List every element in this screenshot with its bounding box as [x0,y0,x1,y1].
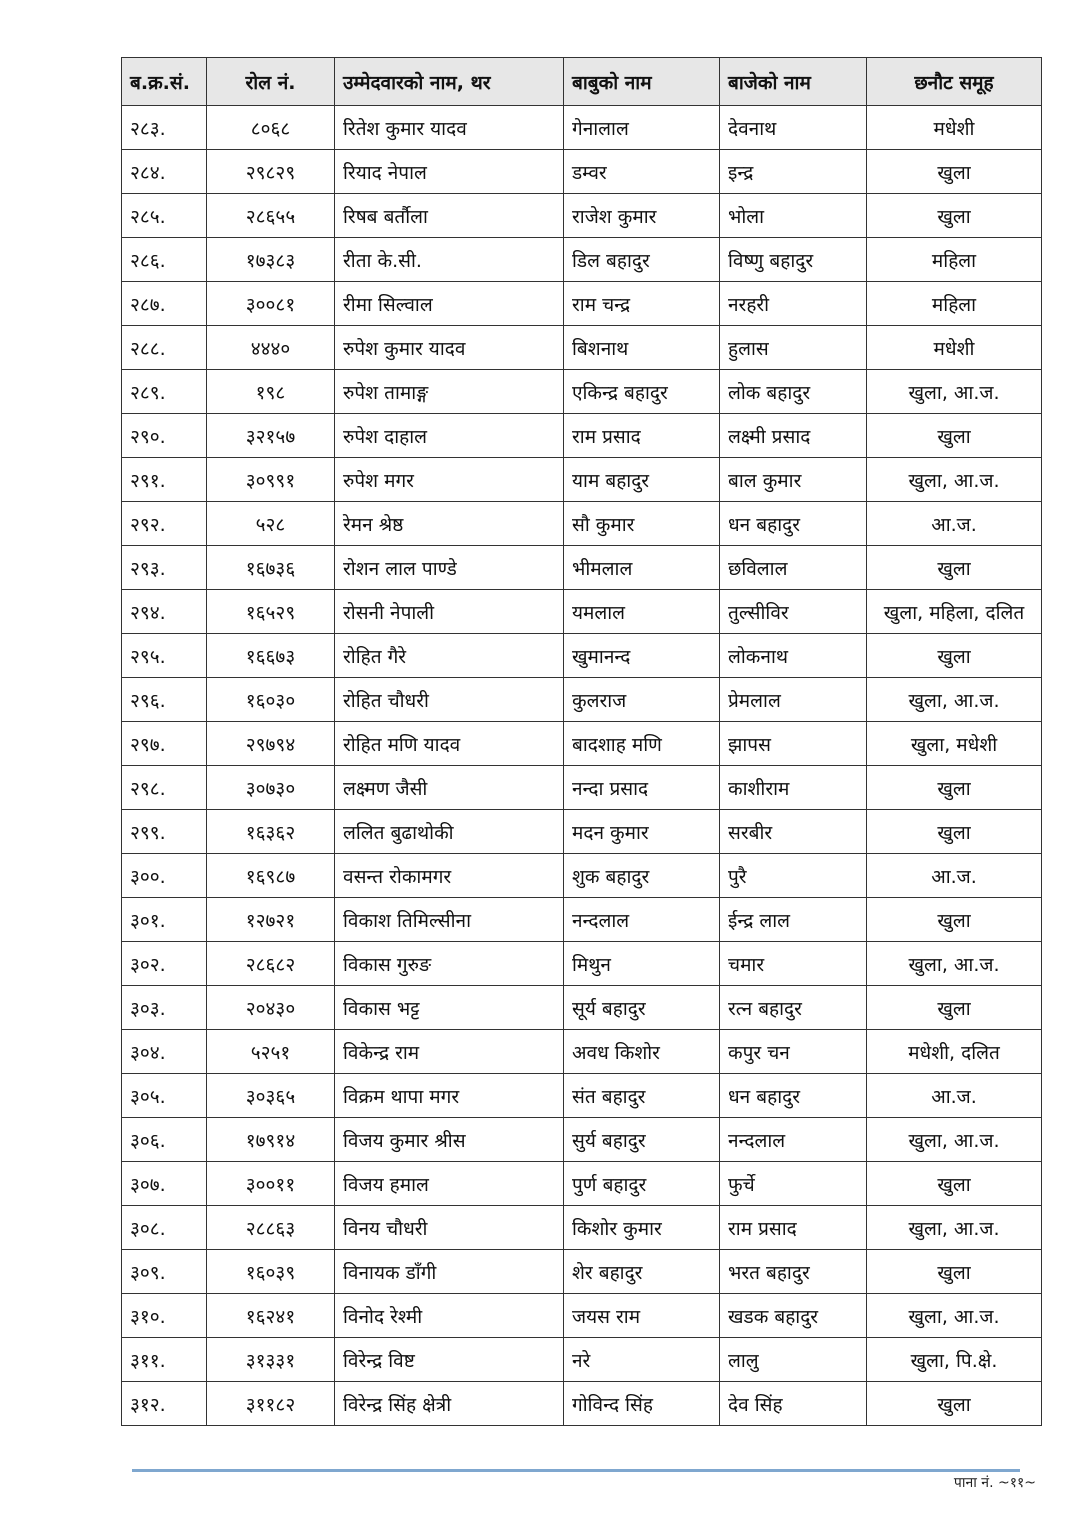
cell-serial-number: २८९. [122,370,207,414]
cell-serial-number: २९०. [122,414,207,458]
cell-serial-number: २९१. [122,458,207,502]
cell-father-name: राजेश कुमार [564,194,720,238]
cell-serial-number: २९२. [122,502,207,546]
cell-grandfather-name: लालु [720,1338,867,1382]
cell-candidate-name: रुपेश कुमार यादव [335,326,564,370]
cell-grandfather-name: हुलास [720,326,867,370]
cell-grandfather-name: भोला [720,194,867,238]
cell-candidate-name: रिषब बर्तौला [335,194,564,238]
cell-serial-number: २९८. [122,766,207,810]
cell-serial-number: २८५. [122,194,207,238]
cell-selection-group: खुला, आ.ज. [867,1118,1042,1162]
cell-father-name: शुक बहादुर [564,854,720,898]
cell-selection-group: आ.ज. [867,1074,1042,1118]
table-row [122,722,1042,766]
footer-divider [132,1469,1020,1472]
cell-grandfather-name: तुल्सीविर [720,590,867,634]
cell-candidate-name: रोसनी नेपाली [335,590,564,634]
cell-grandfather-name: कपुर चन [720,1030,867,1074]
cell-grandfather-name: लोकनाथ [720,634,867,678]
cell-candidate-name: विक्रम थापा मगर [335,1074,564,1118]
cell-roll-number: २८६५५ [207,194,335,238]
cell-candidate-name: रोशन लाल पाण्डे [335,546,564,590]
table-row [122,634,1042,678]
header-candidate-name: उम्मेदवारको नाम, थर [335,58,564,106]
cell-serial-number: ३०९. [122,1250,207,1294]
cell-father-name: गोविन्द सिंह [564,1382,720,1426]
cell-selection-group: महिला [867,238,1042,282]
cell-candidate-name: रियाद नेपाल [335,150,564,194]
header-father-name: बाबुको नाम [564,58,720,106]
cell-selection-group: खुला [867,546,1042,590]
header-grandfather-name: बाजेको नाम [720,58,867,106]
cell-selection-group: मधेशी, दलित [867,1030,1042,1074]
header-roll-number: रोल नं. [207,58,335,106]
cell-candidate-name: वसन्त रोकामगर [335,854,564,898]
cell-roll-number: ३२१५७ [207,414,335,458]
cell-father-name: नन्दा प्रसाद [564,766,720,810]
cell-selection-group: खुला [867,1162,1042,1206]
cell-roll-number: ५२५१ [207,1030,335,1074]
cell-selection-group: खुला, महिला, दलित [867,590,1042,634]
cell-grandfather-name: फुर्चे [720,1162,867,1206]
cell-serial-number: २९३. [122,546,207,590]
table-row [122,238,1042,282]
table-row [122,854,1042,898]
cell-selection-group: खुला, आ.ज. [867,678,1042,722]
cell-roll-number: ३००८१ [207,282,335,326]
table-row [122,590,1042,634]
cell-selection-group: खुला, आ.ज. [867,1206,1042,1250]
cell-selection-group: खुला [867,1250,1042,1294]
cell-serial-number: ३००. [122,854,207,898]
table-row [122,1162,1042,1206]
cell-serial-number: २८८. [122,326,207,370]
cell-roll-number: ३००११ [207,1162,335,1206]
cell-father-name: अवध किशोर [564,1030,720,1074]
table-row [122,1338,1042,1382]
cell-grandfather-name: झापस [720,722,867,766]
cell-father-name: सौ कुमार [564,502,720,546]
cell-father-name: सुर्य बहादुर [564,1118,720,1162]
cell-serial-number: ३०१. [122,898,207,942]
cell-roll-number: १६३६२ [207,810,335,854]
cell-roll-number: ३०९९१ [207,458,335,502]
cell-father-name: किशोर कुमार [564,1206,720,1250]
cell-father-name: याम बहादुर [564,458,720,502]
cell-grandfather-name: पुरै [720,854,867,898]
cell-serial-number: २९७. [122,722,207,766]
table-row [122,986,1042,1030]
cell-serial-number: ३१२. [122,1382,207,1426]
table-row [122,194,1042,238]
cell-roll-number: ८०६८ [207,106,335,150]
cell-grandfather-name: सरबीर [720,810,867,854]
cell-candidate-name: रुपेश दाहाल [335,414,564,458]
cell-roll-number: ३०३६५ [207,1074,335,1118]
cell-candidate-name: ललित बुढाथोकी [335,810,564,854]
cell-selection-group: आ.ज. [867,854,1042,898]
cell-father-name: नरे [564,1338,720,1382]
cell-candidate-name: विरेन्द्र विष्ट [335,1338,564,1382]
cell-candidate-name: रोहित मणि यादव [335,722,564,766]
cell-roll-number: ३०७३० [207,766,335,810]
cell-serial-number: २९५. [122,634,207,678]
cell-grandfather-name: धन बहादुर [720,502,867,546]
cell-selection-group: खुला [867,194,1042,238]
cell-father-name: यमलाल [564,590,720,634]
table-row [122,942,1042,986]
cell-selection-group: खुला [867,634,1042,678]
cell-roll-number: १६७३६ [207,546,335,590]
table-row [122,1030,1042,1074]
cell-serial-number: २९९. [122,810,207,854]
results-table-container [121,57,1041,1426]
cell-selection-group: खुला, आ.ज. [867,370,1042,414]
cell-selection-group: खुला, आ.ज. [867,458,1042,502]
cell-roll-number: १९८ [207,370,335,414]
table-row [122,1294,1042,1338]
cell-serial-number: ३०४. [122,1030,207,1074]
cell-selection-group: महिला [867,282,1042,326]
cell-candidate-name: रोहित गैरे [335,634,564,678]
cell-father-name: बादशाह मणि [564,722,720,766]
cell-candidate-name: रुपेश तामाङ्ग [335,370,564,414]
cell-serial-number: २८४. [122,150,207,194]
cell-father-name: संत बहादुर [564,1074,720,1118]
cell-father-name: राम प्रसाद [564,414,720,458]
cell-selection-group: खुला [867,986,1042,1030]
cell-serial-number: ३०२. [122,942,207,986]
cell-grandfather-name: प्रेमलाल [720,678,867,722]
cell-grandfather-name: विष्णु बहादुर [720,238,867,282]
cell-selection-group: खुला [867,1382,1042,1426]
cell-selection-group: खुला [867,898,1042,942]
cell-serial-number: ३१०. [122,1294,207,1338]
cell-candidate-name: रीमा सिल्वाल [335,282,564,326]
cell-roll-number: २८८६३ [207,1206,335,1250]
cell-serial-number: २८६. [122,238,207,282]
table-body [122,106,1042,1426]
cell-roll-number: १२७२१ [207,898,335,942]
cell-roll-number: २९८२९ [207,150,335,194]
cell-roll-number: १६०३९ [207,1250,335,1294]
cell-candidate-name: रेमन श्रेष्ठ [335,502,564,546]
table-row [122,810,1042,854]
cell-candidate-name: विजय हमाल [335,1162,564,1206]
cell-roll-number: १६२४१ [207,1294,335,1338]
table-row [122,1382,1042,1426]
cell-candidate-name: विरेन्द्र सिंह क्षेत्री [335,1382,564,1426]
table-row [122,458,1042,502]
table-row [122,326,1042,370]
cell-candidate-name: विनायक डाँगी [335,1250,564,1294]
cell-father-name: खुमानन्द [564,634,720,678]
cell-roll-number: २९७९४ [207,722,335,766]
cell-selection-group: मधेशी [867,106,1042,150]
cell-father-name: डिल बहादुर [564,238,720,282]
table-row [122,106,1042,150]
cell-selection-group: खुला [867,766,1042,810]
cell-serial-number: २९४. [122,590,207,634]
table-row [122,1206,1042,1250]
cell-candidate-name: विकाश तिमिल्सीना [335,898,564,942]
cell-selection-group: खुला, आ.ज. [867,1294,1042,1338]
cell-grandfather-name: भरत बहादुर [720,1250,867,1294]
table-row [122,546,1042,590]
cell-grandfather-name: धन बहादुर [720,1074,867,1118]
cell-father-name: कुलराज [564,678,720,722]
header-selection-group: छनौट समूह [867,58,1042,106]
table-row [122,898,1042,942]
table-row [122,678,1042,722]
cell-grandfather-name: लक्ष्मी प्रसाद [720,414,867,458]
cell-father-name: पुर्ण बहादुर [564,1162,720,1206]
cell-grandfather-name: छविलाल [720,546,867,590]
cell-serial-number: ३०८. [122,1206,207,1250]
cell-serial-number: ३०६. [122,1118,207,1162]
cell-roll-number: २८६८२ [207,942,335,986]
cell-father-name: मदन कुमार [564,810,720,854]
table-row [122,502,1042,546]
cell-father-name: मिथुन [564,942,720,986]
cell-father-name: राम चन्द्र [564,282,720,326]
cell-candidate-name: रोहित चौधरी [335,678,564,722]
cell-serial-number: ३०३. [122,986,207,1030]
cell-selection-group: खुला, पि.क्षे. [867,1338,1042,1382]
cell-grandfather-name: ईन्द्र लाल [720,898,867,942]
cell-selection-group: आ.ज. [867,502,1042,546]
cell-candidate-name: रीता के.सी. [335,238,564,282]
cell-candidate-name: विकेन्द्र राम [335,1030,564,1074]
results-table [121,57,1042,1426]
cell-serial-number: २८३. [122,106,207,150]
cell-father-name: जयस राम [564,1294,720,1338]
cell-candidate-name: रितेश कुमार यादव [335,106,564,150]
cell-father-name: भीमलाल [564,546,720,590]
cell-selection-group: मधेशी [867,326,1042,370]
cell-roll-number: २०४३० [207,986,335,1030]
cell-selection-group: खुला, आ.ज. [867,942,1042,986]
cell-father-name: शेर बहादुर [564,1250,720,1294]
cell-grandfather-name: खडक बहादुर [720,1294,867,1338]
table-row [122,1250,1042,1294]
cell-roll-number: १७३८३ [207,238,335,282]
page-number: पाना नं. ~११~ [953,1475,1036,1491]
cell-grandfather-name: देवनाथ [720,106,867,150]
cell-roll-number: १७९१४ [207,1118,335,1162]
cell-candidate-name: रुपेश मगर [335,458,564,502]
cell-father-name: एकिन्द्र बहादुर [564,370,720,414]
cell-candidate-name: विकास भट्ट [335,986,564,1030]
cell-grandfather-name: लोक बहादुर [720,370,867,414]
cell-serial-number: ३०५. [122,1074,207,1118]
cell-candidate-name: विकास गुरुङ [335,942,564,986]
cell-selection-group: खुला [867,810,1042,854]
cell-grandfather-name: नरहरी [720,282,867,326]
table-row [122,370,1042,414]
cell-father-name: सूर्य बहादुर [564,986,720,1030]
cell-roll-number: १६०३० [207,678,335,722]
cell-candidate-name: विनोद रेश्मी [335,1294,564,1338]
cell-candidate-name: लक्ष्मण जैसी [335,766,564,810]
cell-selection-group: खुला, मधेशी [867,722,1042,766]
cell-grandfather-name: काशीराम [720,766,867,810]
header-serial-number: ब.क्र.सं. [122,58,207,106]
cell-selection-group: खुला [867,150,1042,194]
cell-roll-number: ४४४० [207,326,335,370]
table-row [122,1118,1042,1162]
cell-candidate-name: विजय कुमार श्रीस [335,1118,564,1162]
cell-roll-number: ३११८२ [207,1382,335,1426]
cell-candidate-name: विनय चौधरी [335,1206,564,1250]
cell-father-name: नन्दलाल [564,898,720,942]
cell-serial-number: ३११. [122,1338,207,1382]
cell-grandfather-name: राम प्रसाद [720,1206,867,1250]
cell-grandfather-name: चमार [720,942,867,986]
cell-serial-number: २८७. [122,282,207,326]
table-row [122,150,1042,194]
cell-roll-number: ३१३३१ [207,1338,335,1382]
cell-selection-group: खुला [867,414,1042,458]
cell-serial-number: ३०७. [122,1162,207,1206]
cell-roll-number: १६९८७ [207,854,335,898]
cell-roll-number: १६५२९ [207,590,335,634]
cell-grandfather-name: देव सिंह [720,1382,867,1426]
cell-serial-number: २९६. [122,678,207,722]
cell-grandfather-name: रत्न बहादुर [720,986,867,1030]
table-row [122,414,1042,458]
cell-grandfather-name: इन्द्र [720,150,867,194]
cell-father-name: बिशनाथ [564,326,720,370]
table-row [122,282,1042,326]
cell-grandfather-name: बाल कुमार [720,458,867,502]
cell-grandfather-name: नन्दलाल [720,1118,867,1162]
table-header-row [122,58,1042,106]
table-row [122,766,1042,810]
cell-roll-number: १६६७३ [207,634,335,678]
cell-father-name: डम्वर [564,150,720,194]
table-row [122,1074,1042,1118]
cell-father-name: गेनालाल [564,106,720,150]
cell-roll-number: ५२८ [207,502,335,546]
